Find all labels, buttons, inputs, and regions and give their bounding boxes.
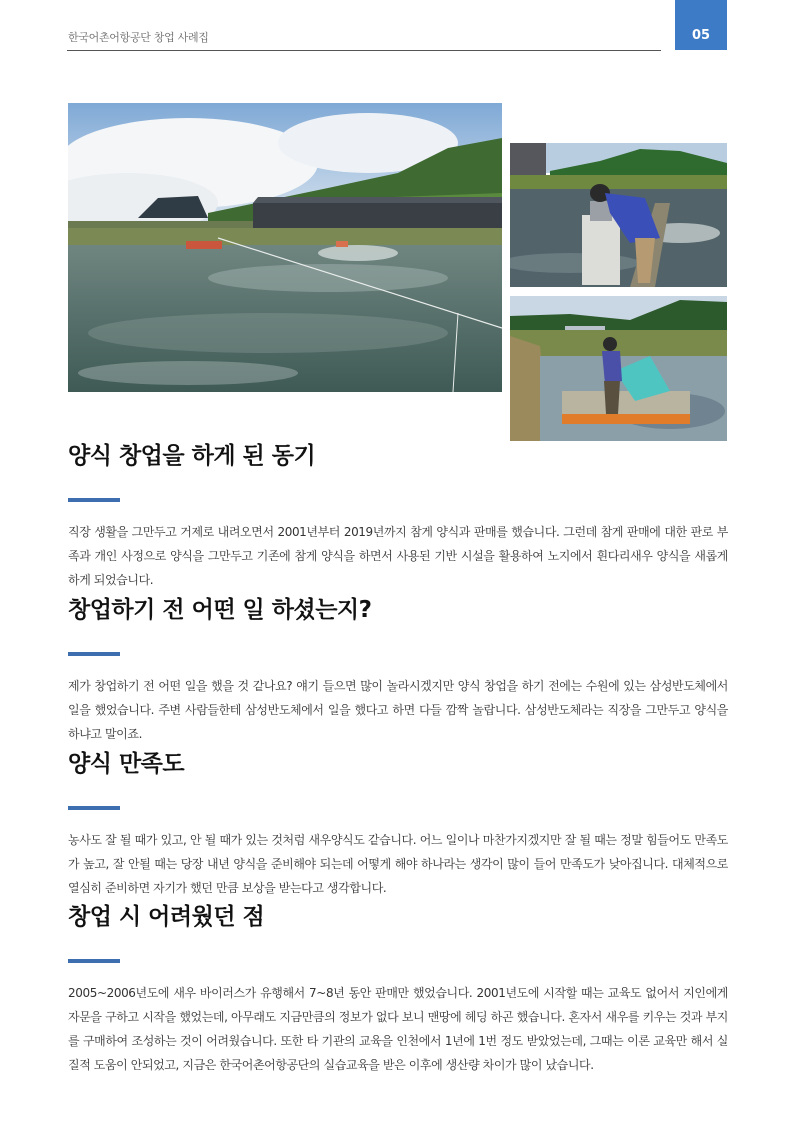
document-header-title: 한국어촌어항공단 창업 사례집	[68, 31, 209, 44]
photo-pond-aerator	[68, 103, 502, 392]
section-heading: 양식 창업을 하게 된 동기	[68, 443, 316, 469]
section-satisfaction	[68, 749, 728, 900]
section-body: 제가 창업하기 전 어떤 일을 했을 것 같나요? 얘기 들으면 많이 놀라시겠지만 양식 창업을 하기 전에는 수원에 있는 삼성반도체에서 일을 했었습니다. 주변 사람들한테 삼성반도체에서 일을 했다고 하면 다들 깜짝 놀랍니다. 삼성반도체라는 직장을 그만두고 양식을 하냐고 말이죠.	[68, 679, 728, 741]
photo-farmer-checking	[510, 143, 727, 287]
header-divider	[67, 50, 661, 51]
section-heading: 양식 만족도	[68, 751, 185, 777]
section-body: 직장 생활을 그만두고 거제로 내려오면서 2001년부터 2019년까지 참게 양식과 판매를 했습니다. 그런데 참게 판매에 대한 판로 부족과 개인 사정으로 양식을 그만두고 기존에 참게 양식을 하면서 사용된 기반 시설을 활용하여 노지에서 흰다리새우 양식을 새롭게 하게 되었습니다.	[68, 525, 728, 587]
section-motivation	[68, 441, 728, 592]
heading-accent-bar	[68, 498, 120, 502]
section-heading: 창업 시 어려웠던 점	[68, 904, 265, 930]
section-heading: 창업하기 전 어떤 일 하셨는지?	[68, 597, 372, 623]
farmer-checking-equipment-icon	[510, 143, 727, 287]
heading-accent-bar	[68, 652, 120, 656]
heading-accent-bar	[68, 806, 120, 810]
heading-accent-bar	[68, 959, 120, 963]
photo-farmer-on-float	[510, 296, 727, 441]
pond-aerator-icon	[68, 103, 502, 392]
section-body: 농사도 잘 될 때가 있고, 안 될 때가 있는 것처럼 새우양식도 같습니다. 어느 일이나 마찬가지겠지만 잘 될 때는 정말 힘들어도 만족도가 높고, 잘 안될 때는 당장 내년 양식을 준비해야 되는데 어떻게 해야 하나라는 생각이 많이 들어 만족도가 낮아집니다. 대체적으로 열심히 준비하면 자기가 했던 만큼 보상을 받는다고 생각합니다.	[68, 833, 728, 895]
section-difficulties	[68, 902, 728, 1077]
page-number-badge: 05	[675, 0, 727, 50]
section-previous-job	[68, 595, 728, 746]
section-body: 2005~2006년도에 새우 바이러스가 유행해서 7~8년 동안 판매만 했었습니다. 2001년도에 시작할 때는 교육도 없어서 지인에게 자문을 구하고 시작을 했었는데, 아무래도 지금만큼의 정보가 없다 보니 맨땅에 헤딩 하곤 했습니다. 혼자서 새우를 키우는 것과 부지를 구매하여 조성하는 것이 어려웠습니다. 또한 타 기관의 교육을 인천에서 1년에 1번 정도 받았었는데, 그때는 이론 교육만 해서 실질적 도움이 안되었고, 지금은 한국어촌어항공단의 실습교육을 받은 이후에 생산량 차이가 많이 났습니다.	[68, 986, 728, 1072]
farmer-on-float-icon	[510, 296, 727, 441]
